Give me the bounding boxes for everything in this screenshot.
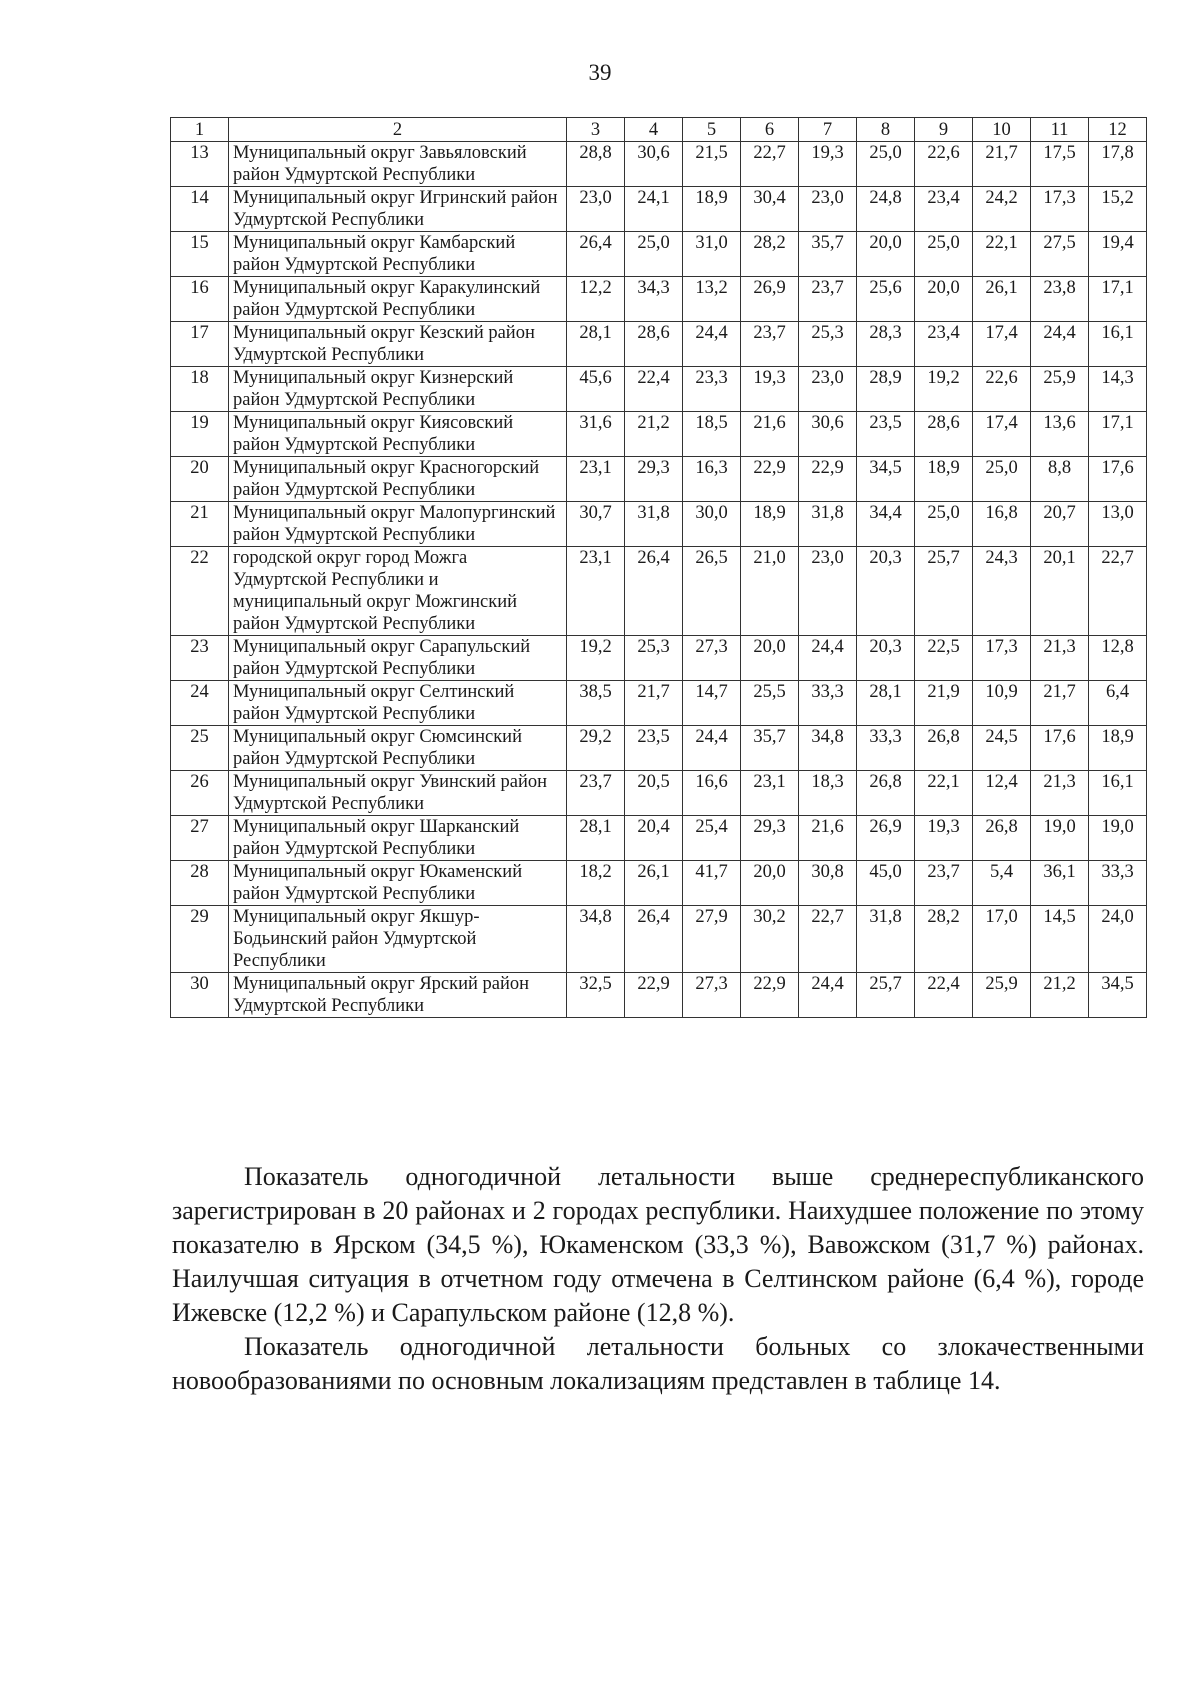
value-cell: 5,4 (973, 861, 1031, 906)
value-cell: 14,7 (683, 681, 741, 726)
column-header: 9 (915, 118, 973, 142)
row-number: 23 (171, 636, 229, 681)
table-row (171, 816, 1147, 861)
row-number: 27 (171, 816, 229, 861)
value-cell: 21,3 (1031, 771, 1089, 816)
value-cell: 24,5 (973, 726, 1031, 771)
row-number: 21 (171, 502, 229, 547)
row-number: 14 (171, 187, 229, 232)
value-cell: 25,6 (857, 277, 915, 322)
value-cell: 20,0 (741, 636, 799, 681)
value-cell: 23,0 (567, 187, 625, 232)
value-cell: 22,9 (625, 973, 683, 1018)
value-cell: 30,8 (799, 861, 857, 906)
value-cell: 36,1 (1031, 861, 1089, 906)
value-cell: 21,3 (1031, 636, 1089, 681)
value-cell: 17,4 (973, 412, 1031, 457)
value-cell: 20,0 (915, 277, 973, 322)
value-cell: 17,8 (1089, 142, 1147, 187)
body-text (172, 1160, 1144, 1398)
value-cell: 18,2 (567, 861, 625, 906)
value-cell: 23,1 (567, 547, 625, 636)
district-name: Муниципальный округ Якшур-Бодьинский район Удмуртской Республики (229, 906, 567, 973)
row-number: 18 (171, 367, 229, 412)
value-cell: 23,0 (799, 367, 857, 412)
column-header: 2 (229, 118, 567, 142)
column-header: 8 (857, 118, 915, 142)
value-cell: 28,1 (567, 322, 625, 367)
value-cell: 19,3 (915, 816, 973, 861)
value-cell: 25,7 (915, 547, 973, 636)
district-name: Муниципальный округ Шарканский район Удмуртской Республики (229, 816, 567, 861)
row-number: 20 (171, 457, 229, 502)
value-cell: 24,0 (1089, 906, 1147, 973)
district-name: Муниципальный округ Сарапульский район Удмуртской Республики (229, 636, 567, 681)
value-cell: 31,8 (799, 502, 857, 547)
value-cell: 23,4 (915, 187, 973, 232)
district-name: Муниципальный округ Кезский район Удмуртской Республики (229, 322, 567, 367)
value-cell: 25,9 (1031, 367, 1089, 412)
value-cell: 22,4 (625, 367, 683, 412)
row-number: 16 (171, 277, 229, 322)
value-cell: 24,4 (799, 636, 857, 681)
column-header: 6 (741, 118, 799, 142)
value-cell: 23,3 (683, 367, 741, 412)
value-cell: 33,3 (857, 726, 915, 771)
value-cell: 20,5 (625, 771, 683, 816)
district-name: Муниципальный округ Завьяловский район Удмуртской Республики (229, 142, 567, 187)
value-cell: 16,1 (1089, 771, 1147, 816)
lethality-table (170, 117, 1147, 1018)
value-cell: 26,8 (915, 726, 973, 771)
row-number: 29 (171, 906, 229, 973)
value-cell: 27,5 (1031, 232, 1089, 277)
table-row (171, 681, 1147, 726)
value-cell: 22,9 (799, 457, 857, 502)
value-cell: 45,0 (857, 861, 915, 906)
value-cell: 21,6 (799, 816, 857, 861)
value-cell: 26,4 (625, 906, 683, 973)
value-cell: 17,3 (973, 636, 1031, 681)
value-cell: 25,5 (741, 681, 799, 726)
table-row (171, 412, 1147, 457)
value-cell: 17,6 (1089, 457, 1147, 502)
value-cell: 31,0 (683, 232, 741, 277)
value-cell: 19,4 (1089, 232, 1147, 277)
value-cell: 26,1 (625, 861, 683, 906)
value-cell: 34,3 (625, 277, 683, 322)
value-cell: 22,7 (741, 142, 799, 187)
value-cell: 19,2 (915, 367, 973, 412)
value-cell: 18,9 (683, 187, 741, 232)
value-cell: 33,3 (1089, 861, 1147, 906)
value-cell: 23,0 (799, 547, 857, 636)
value-cell: 24,1 (625, 187, 683, 232)
district-name: Муниципальный округ Ярский район Удмуртской Республики (229, 973, 567, 1018)
value-cell: 22,7 (799, 906, 857, 973)
district-name: Муниципальный округ Красногорский район Удмуртской Республики (229, 457, 567, 502)
value-cell: 13,2 (683, 277, 741, 322)
value-cell: 19,3 (741, 367, 799, 412)
value-cell: 31,6 (567, 412, 625, 457)
value-cell: 14,3 (1089, 367, 1147, 412)
value-cell: 29,2 (567, 726, 625, 771)
value-cell: 19,0 (1089, 816, 1147, 861)
value-cell: 21,0 (741, 547, 799, 636)
value-cell: 24,4 (683, 726, 741, 771)
value-cell: 27,3 (683, 636, 741, 681)
value-cell: 18,9 (915, 457, 973, 502)
district-name: Муниципальный округ Юкаменский район Удмуртской Республики (229, 861, 567, 906)
column-header: 12 (1089, 118, 1147, 142)
district-name: Муниципальный округ Каракулинский район Удмуртской Республики (229, 277, 567, 322)
value-cell: 24,4 (799, 973, 857, 1018)
table-row (171, 973, 1147, 1018)
value-cell: 30,2 (741, 906, 799, 973)
value-cell: 17,4 (973, 322, 1031, 367)
row-number: 25 (171, 726, 229, 771)
value-cell: 26,9 (857, 816, 915, 861)
value-cell: 28,2 (915, 906, 973, 973)
value-cell: 22,9 (741, 457, 799, 502)
value-cell: 25,3 (799, 322, 857, 367)
value-cell: 17,1 (1089, 412, 1147, 457)
paragraph-summary: Показатель одногодичной летальности выше среднереспубликанского зарегистрирован в 20 районах и 2 городах республики. Наихудшее положение по этому показателю в Ярском (34,5 %), Юкаменском (33,3 %), Вавожском (31,7 %) районах. Наилучшая ситуация в отчетном году отмечена в Селтинском районе (6,4 %), городе Ижевске (12,2 %) и Сарапульском районе (12,8 %). (172, 1162, 1144, 1327)
district-name: Муниципальный округ Игринский район Удмуртской Республики (229, 187, 567, 232)
value-cell: 21,9 (915, 681, 973, 726)
value-cell: 24,4 (683, 322, 741, 367)
value-cell: 21,5 (683, 142, 741, 187)
value-cell: 19,3 (799, 142, 857, 187)
table-row (171, 861, 1147, 906)
value-cell: 25,4 (683, 816, 741, 861)
value-cell: 35,7 (741, 726, 799, 771)
value-cell: 30,7 (567, 502, 625, 547)
value-cell: 31,8 (625, 502, 683, 547)
value-cell: 13,6 (1031, 412, 1089, 457)
value-cell: 24,3 (973, 547, 1031, 636)
value-cell: 16,6 (683, 771, 741, 816)
value-cell: 23,1 (567, 457, 625, 502)
value-cell: 26,5 (683, 547, 741, 636)
value-cell: 12,4 (973, 771, 1031, 816)
value-cell: 13,0 (1089, 502, 1147, 547)
value-cell: 28,6 (625, 322, 683, 367)
value-cell: 34,8 (799, 726, 857, 771)
value-cell: 23,8 (1031, 277, 1089, 322)
value-cell: 16,1 (1089, 322, 1147, 367)
page-number: 39 (588, 60, 612, 85)
district-name: Муниципальный округ Малопургинский район Удмуртской Республики (229, 502, 567, 547)
value-cell: 24,8 (857, 187, 915, 232)
table-row (171, 322, 1147, 367)
value-cell: 20,7 (1031, 502, 1089, 547)
value-cell: 34,8 (567, 906, 625, 973)
value-cell: 20,0 (857, 232, 915, 277)
value-cell: 26,1 (973, 277, 1031, 322)
value-cell: 22,6 (915, 142, 973, 187)
paragraph-table-reference: Показатель одногодичной летальности больных со злокачественными новообразованиями по основным локализациям представлен в таблице 14. (172, 1332, 1144, 1395)
value-cell: 28,6 (915, 412, 973, 457)
value-cell: 10,9 (973, 681, 1031, 726)
value-cell: 23,1 (741, 771, 799, 816)
column-header: 10 (973, 118, 1031, 142)
table-header-row (171, 118, 1147, 142)
table-row (171, 502, 1147, 547)
district-name: городской округ город Можга Удмуртской Республики и муниципальный округ Можгинский район Удмуртской Республики (229, 547, 567, 636)
value-cell: 26,4 (567, 232, 625, 277)
value-cell: 22,5 (915, 636, 973, 681)
value-cell: 27,3 (683, 973, 741, 1018)
table-row (171, 457, 1147, 502)
column-header: 7 (799, 118, 857, 142)
value-cell: 25,0 (857, 142, 915, 187)
table-row (171, 187, 1147, 232)
value-cell: 30,0 (683, 502, 741, 547)
value-cell: 20,4 (625, 816, 683, 861)
value-cell: 21,7 (973, 142, 1031, 187)
value-cell: 30,6 (625, 142, 683, 187)
table-row (171, 367, 1147, 412)
value-cell: 25,0 (625, 232, 683, 277)
value-cell: 17,6 (1031, 726, 1089, 771)
value-cell: 23,5 (857, 412, 915, 457)
value-cell: 22,7 (1089, 547, 1147, 636)
column-header: 3 (567, 118, 625, 142)
row-number: 22 (171, 547, 229, 636)
value-cell: 26,9 (741, 277, 799, 322)
column-header: 11 (1031, 118, 1089, 142)
value-cell: 17,3 (1031, 187, 1089, 232)
row-number: 24 (171, 681, 229, 726)
value-cell: 34,5 (857, 457, 915, 502)
district-name: Муниципальный округ Селтинский район Удмуртской Республики (229, 681, 567, 726)
row-number: 26 (171, 771, 229, 816)
value-cell: 34,5 (1089, 973, 1147, 1018)
value-cell: 19,2 (567, 636, 625, 681)
value-cell: 12,8 (1089, 636, 1147, 681)
value-cell: 22,9 (741, 973, 799, 1018)
value-cell: 20,0 (741, 861, 799, 906)
column-header: 1 (171, 118, 229, 142)
value-cell: 22,1 (973, 232, 1031, 277)
table-row (171, 142, 1147, 187)
value-cell: 24,4 (1031, 322, 1089, 367)
row-number: 13 (171, 142, 229, 187)
row-number: 17 (171, 322, 229, 367)
table-row (171, 726, 1147, 771)
value-cell: 28,1 (567, 816, 625, 861)
value-cell: 18,9 (741, 502, 799, 547)
column-header: 5 (683, 118, 741, 142)
value-cell: 24,2 (973, 187, 1031, 232)
table-row (171, 771, 1147, 816)
value-cell: 27,9 (683, 906, 741, 973)
value-cell: 28,2 (741, 232, 799, 277)
value-cell: 18,3 (799, 771, 857, 816)
value-cell: 29,3 (625, 457, 683, 502)
value-cell: 28,9 (857, 367, 915, 412)
value-cell: 38,5 (567, 681, 625, 726)
value-cell: 21,6 (741, 412, 799, 457)
value-cell: 31,8 (857, 906, 915, 973)
value-cell: 23,7 (567, 771, 625, 816)
table-row (171, 636, 1147, 681)
row-number: 28 (171, 861, 229, 906)
value-cell: 34,4 (857, 502, 915, 547)
value-cell: 21,7 (625, 681, 683, 726)
value-cell: 35,7 (799, 232, 857, 277)
value-cell: 16,8 (973, 502, 1031, 547)
value-cell: 23,7 (799, 277, 857, 322)
value-cell: 23,4 (915, 322, 973, 367)
district-name: Муниципальный округ Кизнерский район Удмуртской Республики (229, 367, 567, 412)
value-cell: 25,0 (915, 502, 973, 547)
value-cell: 14,5 (1031, 906, 1089, 973)
value-cell: 23,7 (741, 322, 799, 367)
value-cell: 6,4 (1089, 681, 1147, 726)
row-number: 15 (171, 232, 229, 277)
value-cell: 30,4 (741, 187, 799, 232)
value-cell: 28,3 (857, 322, 915, 367)
table-row (171, 906, 1147, 973)
value-cell: 16,3 (683, 457, 741, 502)
value-cell: 32,5 (567, 973, 625, 1018)
value-cell: 26,8 (973, 816, 1031, 861)
table-row (171, 547, 1147, 636)
district-name: Муниципальный округ Сюмсинский район Удмуртской Республики (229, 726, 567, 771)
value-cell: 33,3 (799, 681, 857, 726)
column-header: 4 (625, 118, 683, 142)
value-cell: 20,3 (857, 547, 915, 636)
table-row (171, 277, 1147, 322)
value-cell: 22,4 (915, 973, 973, 1018)
value-cell: 29,3 (741, 816, 799, 861)
value-cell: 23,7 (915, 861, 973, 906)
value-cell: 30,6 (799, 412, 857, 457)
value-cell: 17,0 (973, 906, 1031, 973)
district-name: Муниципальный округ Киясовский район Удмуртской Республики (229, 412, 567, 457)
value-cell: 20,1 (1031, 547, 1089, 636)
value-cell: 21,2 (1031, 973, 1089, 1018)
value-cell: 17,1 (1089, 277, 1147, 322)
value-cell: 25,0 (973, 457, 1031, 502)
value-cell: 23,0 (799, 187, 857, 232)
value-cell: 45,6 (567, 367, 625, 412)
district-name: Муниципальный округ Камбарский район Удмуртской Республики (229, 232, 567, 277)
table-row (171, 232, 1147, 277)
value-cell: 15,2 (1089, 187, 1147, 232)
value-cell: 8,8 (1031, 457, 1089, 502)
value-cell: 21,7 (1031, 681, 1089, 726)
value-cell: 23,5 (625, 726, 683, 771)
value-cell: 18,5 (683, 412, 741, 457)
value-cell: 26,4 (625, 547, 683, 636)
row-number: 30 (171, 973, 229, 1018)
district-name: Муниципальный округ Увинский район Удмуртской Республики (229, 771, 567, 816)
value-cell: 25,0 (915, 232, 973, 277)
row-number: 19 (171, 412, 229, 457)
value-cell: 22,6 (973, 367, 1031, 412)
value-cell: 28,1 (857, 681, 915, 726)
value-cell: 26,8 (857, 771, 915, 816)
value-cell: 22,1 (915, 771, 973, 816)
value-cell: 20,3 (857, 636, 915, 681)
value-cell: 41,7 (683, 861, 741, 906)
value-cell: 25,7 (857, 973, 915, 1018)
value-cell: 12,2 (567, 277, 625, 322)
value-cell: 28,8 (567, 142, 625, 187)
value-cell: 18,9 (1089, 726, 1147, 771)
value-cell: 21,2 (625, 412, 683, 457)
value-cell: 25,3 (625, 636, 683, 681)
value-cell: 17,5 (1031, 142, 1089, 187)
value-cell: 19,0 (1031, 816, 1089, 861)
value-cell: 25,9 (973, 973, 1031, 1018)
